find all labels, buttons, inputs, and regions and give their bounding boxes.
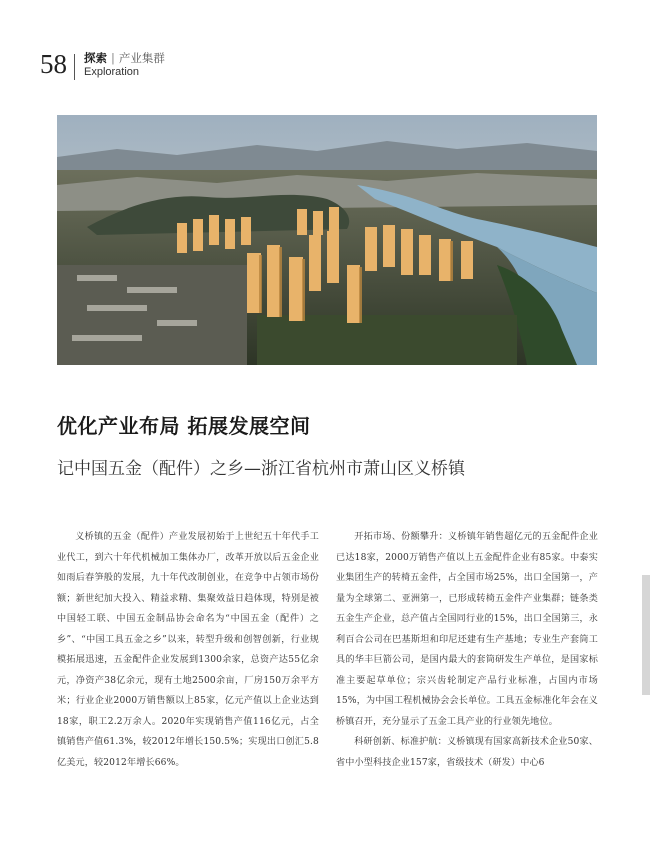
article-title: 优化产业布局 拓展发展空间 xyxy=(57,414,311,438)
article-subtitle: 记中国五金（配件）之乡—浙江省杭州市萧山区义桥镇 xyxy=(57,459,465,479)
body-paragraph: 义桥镇的五金（配件）产业发展初始于上世纪五十年代手工业代工，到六十年代机械加工集体办厂，改革开放以后五金企业如雨后春笋般的发展，九十年代改制创业，在竞争中占领市场份额；新世纪加大投入、精益求精、集聚效益日趋体现，特别是被中国轻工联、中国五金制品协会命名为“中国五金（配件）之乡”、“中国工具五金之乡”以来，转型升级和创智创新，行业规模拓展迅速，五金配件企业发展到1300余家，总资产达55亿余元，净资产38亿余元，现有土地2500余亩，厂房150万余平方米；行业企业2000万销售额以上85家，亿元产值以上企业达到18家，职工2.2万余人。2020年实现销售产值116亿元，占全镇销售产值61.3%，较2012年增长150.5%；实现出口创汇5.8亿美元，较2012年增长66%。 xyxy=(57,532,319,768)
page-number: 58 xyxy=(40,49,67,79)
page-edge-tab xyxy=(642,575,650,695)
left-column xyxy=(57,527,319,773)
section-separator: | xyxy=(111,51,115,65)
section-title-en: Exploration xyxy=(84,66,140,78)
aerial-photo-image xyxy=(57,115,597,365)
body-paragraph: 科研创新、标准护航：义桥镇现有国家高新技术企业50家、省中小型科技企业157家，省级技术（研发）中心6 xyxy=(336,737,598,768)
body-paragraph: 开拓市场、份额攀升：义桥镇年销售超亿元的五金配件企业已达18家，2000万销售产值以上五金配件企业有85家。中泰实业集团生产的转椅五金件，占全国市场25%，出口全国第一，产量为全球第二、亚洲第一，已形成转椅五金件产业集群；链条类五金生产企业，总产值占全国同行业的15%，出口全国第三，永利百合公司在巴基斯坦和印尼还建有生产基地；专业生产套筒工具的华丰巨箭公司，是国内最大的套筒研发生产单位，是国家标准主要起草单位；宗兴齿轮制定产品行业标准，占国内市场15%，为中国工程机械协会会长单位。工具五金标准化年会在义桥镇召开，充分显示了五金工具产业的行业领先地位。 xyxy=(336,532,598,727)
section-label xyxy=(84,50,165,66)
section-title: 探索 xyxy=(84,51,107,65)
aerial-photo xyxy=(57,115,597,365)
right-column xyxy=(336,527,598,773)
header-divider xyxy=(74,54,75,80)
subsection-title: 产业集群 xyxy=(118,51,165,65)
